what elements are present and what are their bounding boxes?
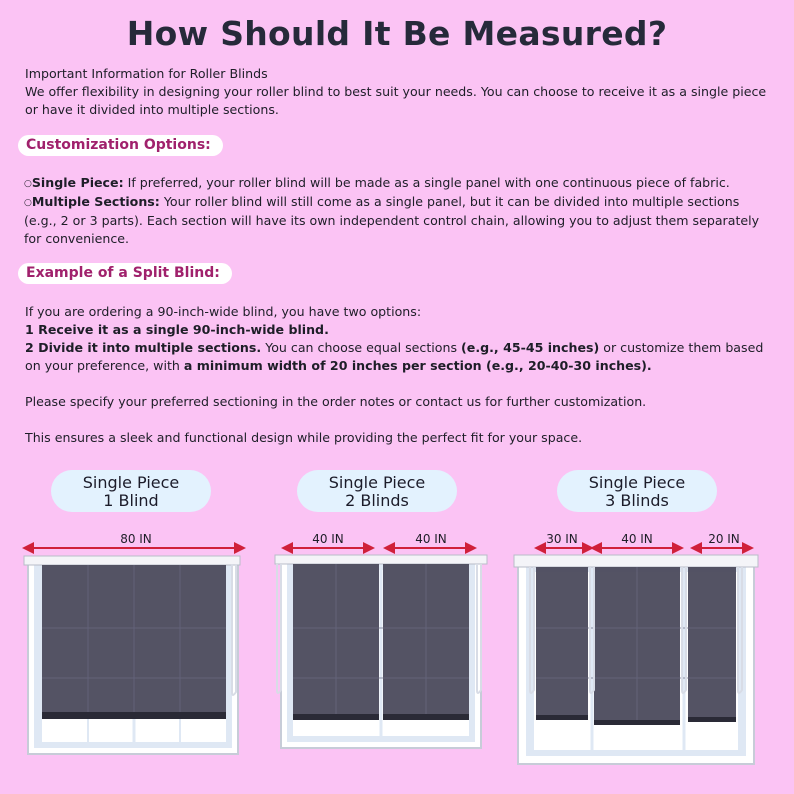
customization-heading: Customization Options:: [18, 135, 223, 156]
intro-block: [25, 65, 775, 119]
bullet-icon: ○: [24, 198, 32, 208]
blind-fabric: [688, 567, 736, 719]
option-1: 1 Receive it as a single 90-inch-wide blind.: [25, 322, 329, 337]
bullet-icon: ○: [24, 179, 32, 189]
single-piece-text: If preferred, your roller blind will be made as a single panel with one continuous piece of fabric.: [123, 175, 730, 190]
multiple-sections-item: [24, 193, 774, 248]
diagram-2: [271, 528, 496, 758]
example-block: [25, 303, 775, 447]
note-2: This ensures a sleek and functional design while providing the perfect fit for your space.: [25, 430, 583, 445]
page-title: How Should It Be Measured?: [126, 14, 668, 53]
blind-fabric: [536, 567, 588, 717]
multiple-sections-text: Your roller blind will still come as a single panel, but it can be divided into multiple sections (e.g., 2 or 3 parts). Each section will have its own independent control chain, allowing you to adjust them separately for convenience.: [24, 194, 760, 246]
diagram-3: [512, 528, 772, 768]
intro-line-1: Important Information for Roller Blinds: [25, 66, 268, 81]
multiple-sections-label: Multiple Sections:: [31, 194, 160, 209]
diagram-1-label: Single Piece 1 Blind: [51, 470, 211, 512]
single-piece-item: [24, 174, 774, 193]
dimension-label: 40 IN: [621, 532, 653, 546]
diagram-1: [22, 528, 252, 758]
note-1: Please specify your preferred sectioning in the order notes or contact us for further customization.: [25, 394, 647, 409]
dimension-label: 40 IN: [415, 532, 447, 546]
single-piece-label: Single Piece:: [31, 175, 124, 190]
dimension-label: 80 IN: [120, 532, 152, 546]
customization-block: [24, 174, 774, 248]
dimension-label: 30 IN: [546, 532, 578, 546]
dimension-label: 40 IN: [312, 532, 344, 546]
dimension-label: 20 IN: [708, 532, 740, 546]
diagram-3-label: Single Piece 3 Blinds: [557, 470, 717, 512]
example-line-1: If you are ordering a 90-inch-wide blind, you have two options:: [25, 304, 422, 319]
intro-line-2: We offer flexibility in designing your roller blind to best suit your needs. You can choose to receive it as a single piece or have it divided into multiple sections.: [25, 84, 767, 117]
example-heading: Example of a Split Blind:: [18, 263, 232, 284]
option-2: 2 Divide it into multiple sections. You can choose equal sections (e.g., 45-45 inches) or customize them based on your preference, with a minimum width of 20 inches per section (e.g., 20-40-30 inches).: [25, 340, 764, 373]
diagram-2-label: Single Piece 2 Blinds: [297, 470, 457, 512]
